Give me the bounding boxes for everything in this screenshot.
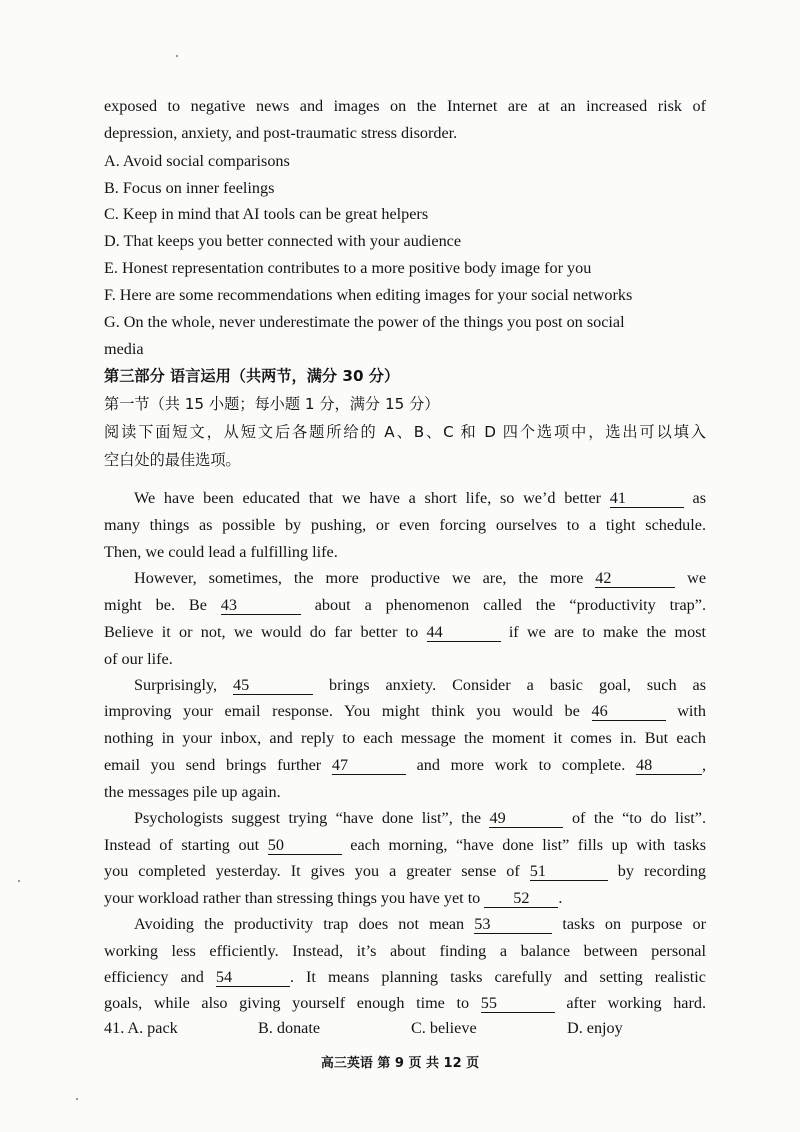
passage-line bbox=[104, 888, 706, 908]
blank-47: 47 bbox=[332, 757, 406, 775]
blank-55: 55 bbox=[481, 995, 555, 1013]
question-41-option-b: B. donate bbox=[258, 1019, 321, 1037]
passage-line bbox=[104, 595, 706, 615]
text: and more work to complete. bbox=[416, 756, 626, 774]
passage-line: Then, we could lead a fulfilling life. bbox=[104, 543, 338, 561]
passage-line bbox=[104, 755, 706, 775]
text: might be. Be bbox=[104, 596, 207, 614]
blank-43: 43 bbox=[221, 597, 301, 615]
blank-49: 49 bbox=[489, 810, 563, 828]
text: we bbox=[687, 569, 707, 587]
blank-41: 41 bbox=[610, 490, 684, 508]
blank-53: 53 bbox=[474, 916, 552, 934]
scan-speck bbox=[176, 55, 178, 57]
text: Instead of starting out bbox=[104, 836, 260, 854]
option-e: E. Honest representation contributes to a more positive body image for you bbox=[104, 259, 592, 277]
text: your workload rather than stressing things you have yet to bbox=[104, 889, 481, 907]
scan-speck bbox=[76, 1098, 78, 1100]
passage-line bbox=[134, 675, 706, 695]
text: . It means planning tasks carefully and setting realistic bbox=[289, 968, 706, 986]
text: improving your email response. You might think you would be bbox=[104, 702, 580, 720]
option-g-continued: media bbox=[104, 340, 144, 358]
text: of the “to do list”. bbox=[571, 809, 707, 827]
blank-52: 52 bbox=[484, 890, 558, 908]
passage-line bbox=[134, 568, 706, 588]
text: However, sometimes, the more productive we are, the more bbox=[134, 569, 584, 587]
blank-42: 42 bbox=[595, 570, 675, 588]
text: Surprisingly, bbox=[134, 676, 218, 694]
text: efficiency and bbox=[104, 968, 204, 986]
blank-50: 50 bbox=[268, 837, 342, 855]
text: after working hard. bbox=[566, 994, 707, 1012]
blank-45: 45 bbox=[233, 677, 313, 695]
text-line: depression, anxiety, and post-traumatic stress disorder. bbox=[104, 124, 458, 142]
passage-line bbox=[104, 835, 706, 855]
passage-line bbox=[104, 861, 706, 881]
text: as bbox=[692, 489, 707, 507]
sub-heading: 第一节（共 15 小题；每小题 1 分，满分 15 分） bbox=[104, 395, 440, 413]
option-a: A. Avoid social comparisons bbox=[104, 152, 290, 170]
text: by recording bbox=[617, 862, 707, 880]
text: We have been educated that we have a short life, so we’d better bbox=[134, 489, 602, 507]
instruction-line: 阅读下面短文，从短文后各题所给的 A、B、C 和 D 四个选项中，选出可以填入 bbox=[104, 423, 706, 441]
section-heading: 第三部分 语言运用（共两节，满分 30 分） bbox=[104, 367, 400, 385]
blank-44: 44 bbox=[427, 624, 501, 642]
text: brings anxiety. Consider a basic goal, such as bbox=[329, 676, 707, 694]
question-41-option-d: D. enjoy bbox=[567, 1019, 623, 1037]
option-b: B. Focus on inner feelings bbox=[104, 179, 275, 197]
question-41-option-a: 41. A. pack bbox=[104, 1019, 178, 1037]
text: you completed yesterday. It gives you a greater sense of bbox=[104, 862, 520, 880]
text: each morning, “have done list” fills up with tasks bbox=[350, 836, 707, 854]
passage-line: working less efficiently. Instead, it’s about finding a balance between personal bbox=[104, 942, 706, 960]
option-c: C. Keep in mind that AI tools can be great helpers bbox=[104, 205, 429, 223]
passage-line bbox=[134, 914, 706, 934]
blank-46: 46 bbox=[592, 703, 666, 721]
passage-line bbox=[104, 622, 706, 642]
option-g: G. On the whole, never underestimate the power of the things you post on social bbox=[104, 313, 625, 331]
text-line: exposed to negative news and images on the Internet are at an increased risk of bbox=[104, 97, 706, 115]
text: tasks on purpose or bbox=[562, 915, 707, 933]
passage-line: of our life. bbox=[104, 650, 173, 668]
page-footer: 高三英语 第 9 页 共 12 页 bbox=[320, 1056, 480, 1071]
text: if we are to make the most bbox=[508, 623, 706, 641]
blank-54: 54 bbox=[216, 969, 290, 987]
text: Psychologists suggest trying “have done list”, the bbox=[134, 809, 482, 827]
text: , bbox=[701, 756, 707, 774]
option-d: D. That keeps you better connected with your audience bbox=[104, 232, 462, 250]
text: goals, while also giving yourself enough time to bbox=[104, 994, 470, 1012]
text: about a phenomenon called the “productivity trap”. bbox=[314, 596, 706, 614]
instruction-line: 空白处的最佳选项。 bbox=[104, 451, 241, 469]
scan-speck bbox=[18, 880, 20, 882]
text: Believe it or not, we would do far better to bbox=[104, 623, 419, 641]
blank-48: 48 bbox=[636, 757, 702, 775]
option-f: F. Here are some recommendations when editing images for your social networks bbox=[104, 286, 633, 304]
passage-line: many things as possible by pushing, or even forcing ourselves to a tight schedule. bbox=[104, 516, 706, 534]
text: Avoiding the productivity trap does not mean bbox=[134, 915, 465, 933]
passage-line bbox=[134, 488, 706, 508]
passage-line bbox=[134, 808, 706, 828]
passage-line: nothing in your inbox, and reply to each message the moment it comes in. But each bbox=[104, 729, 706, 747]
text: . bbox=[558, 889, 563, 907]
passage-line bbox=[104, 967, 706, 987]
text: with bbox=[677, 702, 706, 720]
question-41-option-c: C. believe bbox=[411, 1019, 477, 1037]
text: email you send brings further bbox=[104, 756, 322, 774]
passage-line bbox=[104, 701, 706, 721]
blank-51: 51 bbox=[530, 863, 608, 881]
passage-line bbox=[104, 993, 706, 1013]
passage-line: the messages pile up again. bbox=[104, 783, 281, 801]
